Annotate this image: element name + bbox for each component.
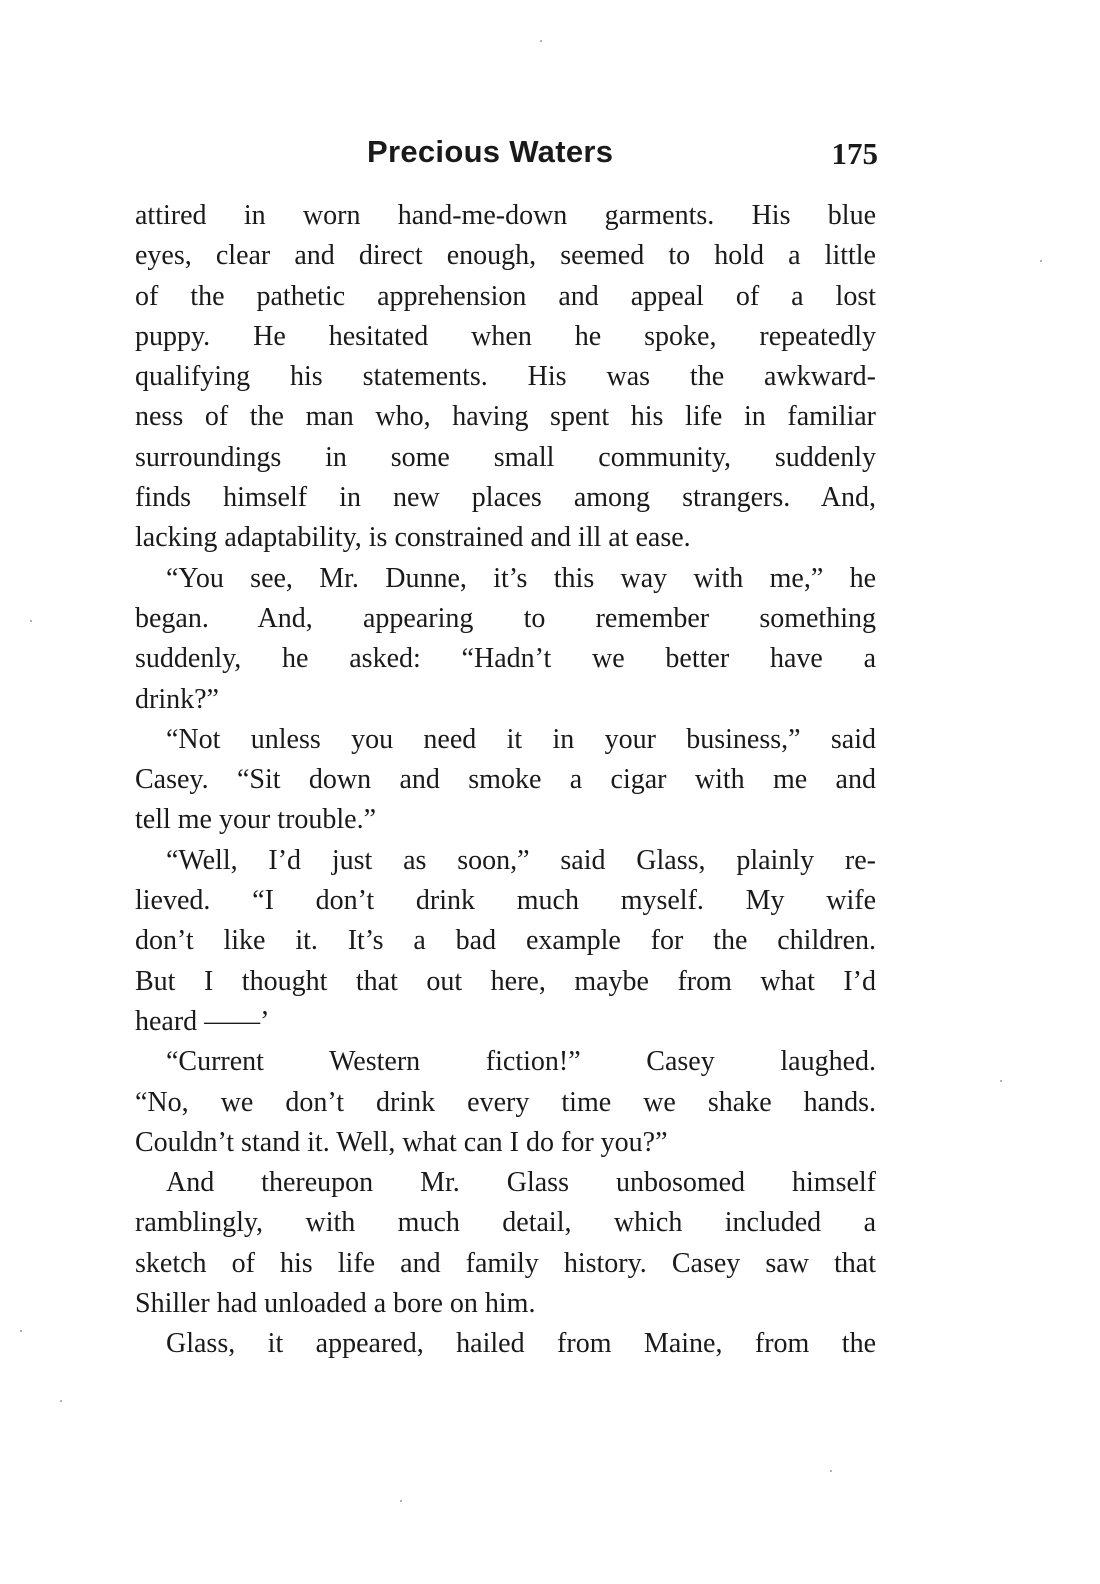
scan-speck	[30, 620, 32, 622]
text-line: sketch of his life and family history. Casey saw that	[135, 1247, 876, 1279]
body-text	[135, 196, 876, 1365]
text-line: drink?”	[135, 683, 219, 715]
text-line: lieved. “I don’t drink much myself. My wife	[135, 885, 876, 917]
text-line: “Not unless you need it in your business,” said	[166, 723, 876, 755]
text-line: Couldn’t stand it. Well, what can I do for you?”	[135, 1126, 668, 1158]
running-title: Precious Waters	[367, 134, 614, 169]
scan-speck	[60, 1400, 62, 1402]
running-header	[135, 134, 880, 184]
text-line: attired in worn hand-me-down garments. His blue	[135, 200, 876, 231]
scan-speck	[400, 1500, 402, 1502]
text-line: “Current Western fiction!” Casey laughed.	[166, 1046, 876, 1078]
text-line: began. And, appearing to remember something	[135, 602, 876, 634]
text-line: “No, we don’t drink every time we shake hands.	[135, 1086, 876, 1118]
text-line: And thereupon Mr. Glass unbosomed himself	[166, 1167, 876, 1199]
text-line: eyes, clear and direct enough, seemed to hold a little	[135, 240, 876, 272]
text-line: suddenly, he asked: “Hadn’t we better have a	[135, 643, 876, 675]
text-line: But I thought that out here, maybe from what I’d	[135, 965, 876, 997]
text-line: heard ——’	[135, 1005, 270, 1037]
text-line: Shiller had unloaded a bore on him.	[135, 1288, 536, 1320]
text-line: ness of the man who, having spent his life in familiar	[135, 401, 876, 433]
text-line: surroundings in some small community, suddenly	[135, 441, 876, 473]
text-line: puppy. He hesitated when he spoke, repeatedly	[135, 320, 876, 352]
text-line: Casey. “Sit down and smoke a cigar with me and	[135, 764, 876, 796]
scan-speck	[1000, 1080, 1002, 1082]
text-line: don’t like it. It’s a bad example for the children.	[135, 925, 876, 957]
scan-speck	[20, 1330, 22, 1332]
page-number: 175	[831, 136, 878, 171]
text-line: lacking adaptability, is constrained and ill at ease.	[135, 522, 691, 554]
text-line: “Well, I’d just as soon,” said Glass, plainly re-	[166, 844, 876, 876]
text-line: finds himself in new places among strangers. And,	[135, 482, 876, 514]
text-line: ramblingly, with much detail, which included a	[135, 1207, 876, 1239]
scan-speck	[540, 40, 542, 42]
scan-speck	[830, 1470, 832, 1472]
text-line: qualifying his statements. His was the awkward-	[135, 361, 876, 393]
text-line: of the pathetic apprehension and appeal of a lost	[135, 280, 876, 312]
text-line: tell me your trouble.”	[135, 804, 377, 836]
text-line: “You see, Mr. Dunne, it’s this way with me,” he	[166, 562, 876, 594]
text-line: Glass, it appeared, hailed from Maine, from the	[166, 1328, 876, 1360]
scan-speck	[1040, 260, 1042, 262]
